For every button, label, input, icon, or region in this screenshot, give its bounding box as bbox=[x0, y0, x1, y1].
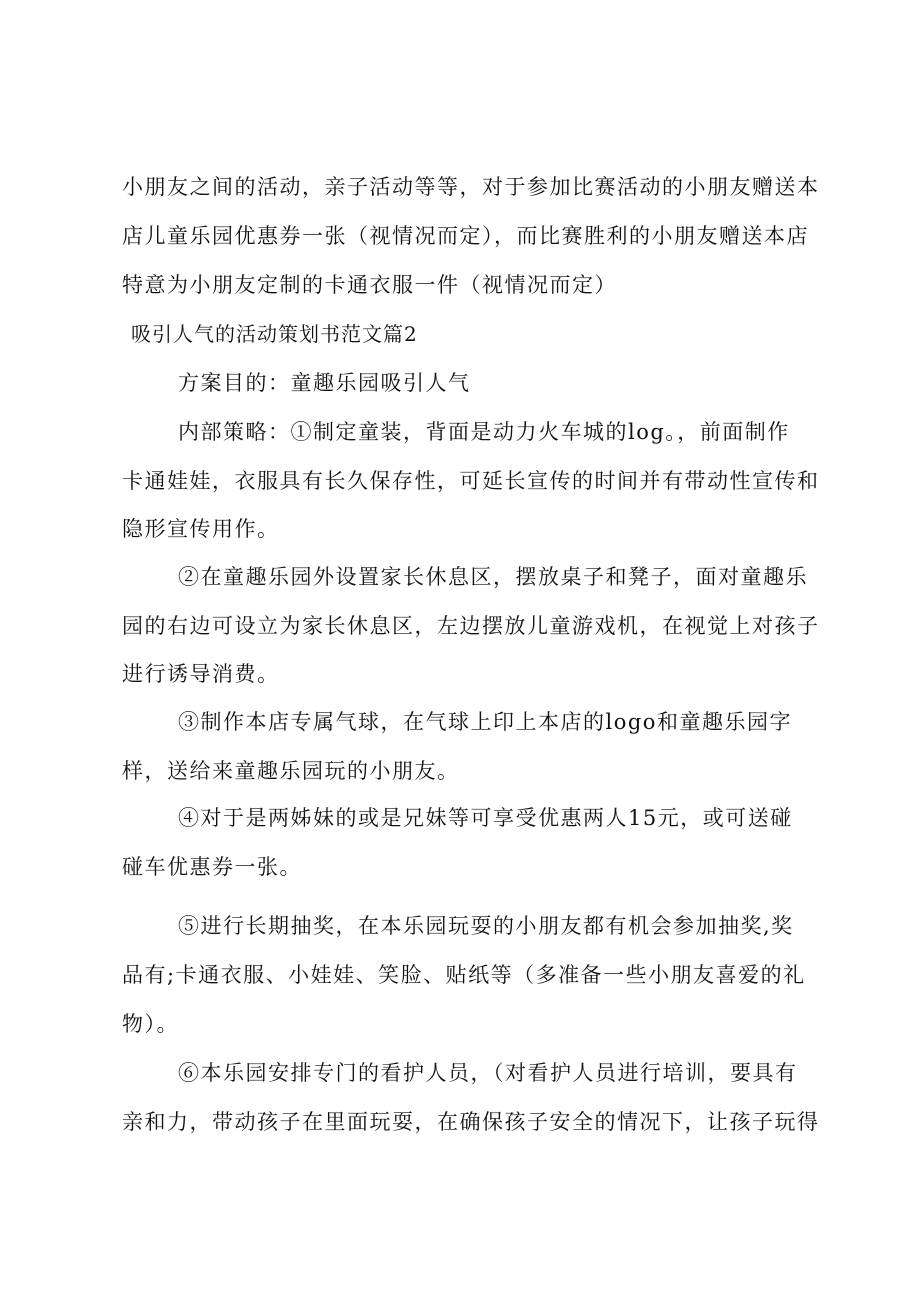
paragraph-line: 亲和力，带动孩子在里面玩耍，在确保孩子安全的情况下，让孩子玩得 bbox=[122, 1110, 820, 1134]
paragraph-line: ③制作本店专属气球，在气球上印上本店的logo和童趣乐园字 bbox=[178, 710, 792, 734]
purpose-line: 方案目的：童趣乐园吸引人气 bbox=[178, 371, 471, 395]
paragraph-line: ⑥本乐园安排专门的看护人员，（对看护人员进行培训，要具有 bbox=[178, 1061, 798, 1085]
paragraph-line: ②在童趣乐园外设置家长休息区，摆放桌子和凳子，面对童趣乐 bbox=[178, 565, 808, 589]
paragraph-line: 内部策略：①制定童装，背面是动力火车城的log。，前面制作 bbox=[178, 420, 790, 444]
paragraph-line: 进行诱导消费。 bbox=[122, 662, 280, 686]
paragraph-line: 样，送给来童趣乐园玩的小朋友。 bbox=[122, 759, 460, 783]
paragraph-line: 园的右边可设立为家长休息区，左边摆放儿童游戏机，在视觉上对孩子 bbox=[122, 614, 820, 638]
section-heading: 吸引人气的活动策划书范文篇2 bbox=[131, 322, 418, 346]
paragraph-line: 物）。 bbox=[122, 1012, 179, 1036]
paragraph-line: 卡通娃娃，衣服具有长久保存性，可延长宣传的时间并有带动性宣传和 bbox=[122, 469, 820, 493]
intro-line: 特意为小朋友定制的卡通衣服一件（视情况而定） bbox=[122, 273, 617, 297]
intro-line: 店儿童乐园优惠券一张（视情况而定），而比赛胜利的小朋友赠送本店 bbox=[122, 224, 809, 248]
intro-line: 小朋友之间的活动，亲子活动等等，对于参加比赛活动的小朋友赠送本 bbox=[122, 175, 820, 199]
paragraph-line: 隐形宣传用作。 bbox=[122, 517, 280, 541]
paragraph-line: 碰车优惠券一张。 bbox=[122, 855, 302, 879]
paragraph-line: 品有;卡通衣服、小娃娃、笑脸、贴纸等（多准备一些小朋友喜爱的礼 bbox=[122, 963, 806, 987]
paragraph-line: ④对于是两姊妹的或是兄妹等可享受优惠两人15元，或可送碰 bbox=[178, 806, 793, 830]
paragraph-line: ⑤进行长期抽奖，在本乐园玩耍的小朋友都有机会参加抽奖,奖 bbox=[178, 914, 794, 938]
